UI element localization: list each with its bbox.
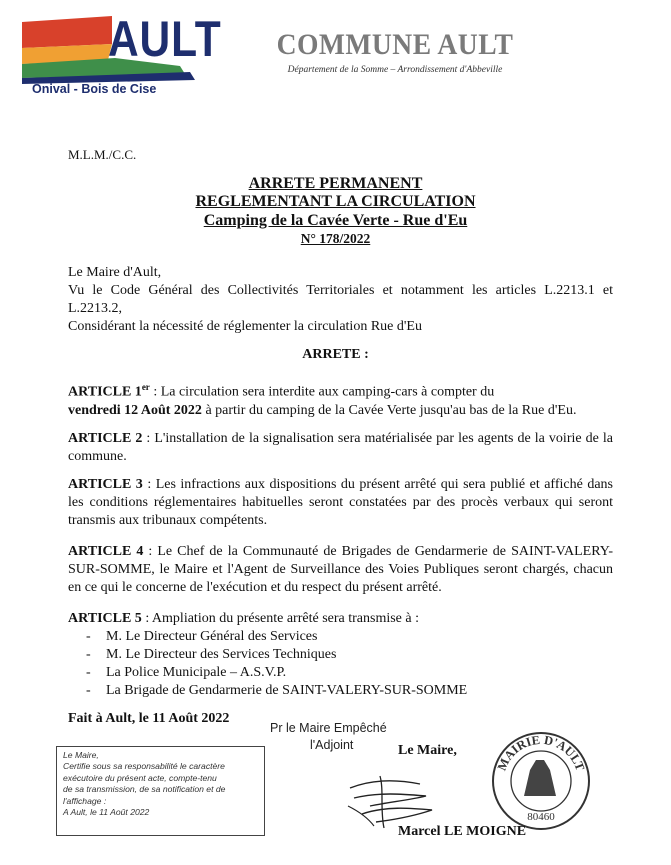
- article-5-text: : Ampliation du présente arrêté sera transmise à :: [141, 611, 419, 626]
- article-2-label: ARTICLE 2: [68, 431, 143, 446]
- reference: M.L.M./C.C.: [68, 147, 137, 162]
- arrete-heading: ARRETE :: [302, 347, 369, 362]
- preamble-mayor: Le Maire d'Ault,: [68, 265, 162, 280]
- article-3-label: ARTICLE 3: [68, 477, 143, 492]
- certification-line: Certifie sous sa responsabilité le caractère: [63, 761, 225, 772]
- list-item: - La Brigade de Gendarmerie de SAINT-VALERY-SUR-SOMME: [86, 682, 613, 700]
- stamp-line-1: Pr le Maire Empêché: [270, 721, 387, 735]
- signatory-name: Marcel LE MOIGNE: [398, 824, 527, 839]
- article-5: [68, 610, 613, 700]
- list-item: - M. Le Directeur Général des Services: [86, 628, 613, 646]
- article-2-text: : L'installation de la signalisation sera matérialisée par les agents de la voirie de la commune.: [68, 431, 613, 464]
- preamble-considering: Considérant la nécessité de réglementer la circulation Rue d'Eu: [68, 319, 422, 334]
- article-3: [68, 476, 613, 530]
- department-line: Département de la Somme – Arrondissement d'Abbeville: [287, 65, 503, 75]
- certification-box: [56, 746, 265, 836]
- article-4-text: : Le Chef de la Communauté de Brigades de Gendarmerie de SAINT-VALERY-SUR-SOMME, le Maire et l'Agent de Surveillance des Voies Publiques seront chargés, chacun en ce qui le concerne de l'exécution et du respect du présent arrêté.: [68, 544, 613, 595]
- list-item: - La Police Municipale – A.S.V.P.: [86, 664, 613, 682]
- certification-line: l'affichage :: [63, 795, 107, 806]
- article-1-sup: er: [141, 382, 150, 392]
- certification-line: exécutoire du présent acte, compte-tenu: [63, 772, 217, 783]
- article-4: [68, 543, 613, 597]
- logo-subtitle: Onival - Bois de Cise: [32, 82, 157, 96]
- mairie-seal: [490, 730, 592, 832]
- logo-wordmark: AULT: [108, 11, 222, 67]
- preamble-code: Vu le Code Général des Collectivités Territoriales et notamment les articles L.2213.1 et L.2213.2,: [68, 283, 613, 316]
- certification-line: A Ault, le 11 Août 2022: [63, 807, 150, 818]
- article-5-label: ARTICLE 5: [68, 611, 142, 626]
- article-1-date: vendredi 12 Août 2022: [68, 402, 202, 418]
- article-1-label: ARTICLE 1: [68, 384, 142, 400]
- article-2: [68, 430, 613, 466]
- preamble: [68, 264, 613, 336]
- article-1-rest: à partir du camping de la Cavée Verte jusqu'au bas de la Rue d'Eu.: [201, 402, 577, 418]
- ampliation-list: [86, 628, 613, 700]
- title-line-1: ARRETE PERMANENT: [248, 175, 423, 192]
- stamp-line-2: l'Adjoint: [310, 738, 354, 752]
- article-1: [68, 378, 613, 420]
- article-4-label: ARTICLE 4: [68, 544, 144, 559]
- list-item: - M. Le Directeur des Services Techniques: [86, 646, 613, 664]
- signatory-title: Le Maire,: [398, 743, 457, 758]
- title-line-2: REGLEMENTANT LA CIRCULATION: [195, 193, 476, 210]
- article-1-text: : La circulation sera interdite aux camping-cars à compter du: [149, 384, 495, 400]
- certification-line: Le Maire,: [63, 750, 99, 760]
- commune-heading: COMMUNE AULT: [276, 28, 514, 61]
- arrete-number: N° 178/2022: [300, 231, 371, 246]
- certification-line: de sa transmission, de sa notification et de: [63, 784, 226, 795]
- svg-text:MAIRIE D'AULT: MAIRIE D'AULT: [494, 732, 588, 773]
- article-3-text: : Les infractions aux dispositions du présent arrêté qui sera publié et affiché dans les conditions réglementaires habituelles seront constatées par des procès verbaux qui seront transmis aux tribunaux compétents.: [68, 477, 613, 528]
- title-line-3: Camping de la Cavée Verte - Rue d'Eu: [203, 212, 468, 229]
- svg-text:80460: 80460: [527, 811, 555, 823]
- handwritten-signature: [340, 770, 450, 830]
- fait-line: Fait à Ault, le 11 Août 2022: [68, 711, 230, 726]
